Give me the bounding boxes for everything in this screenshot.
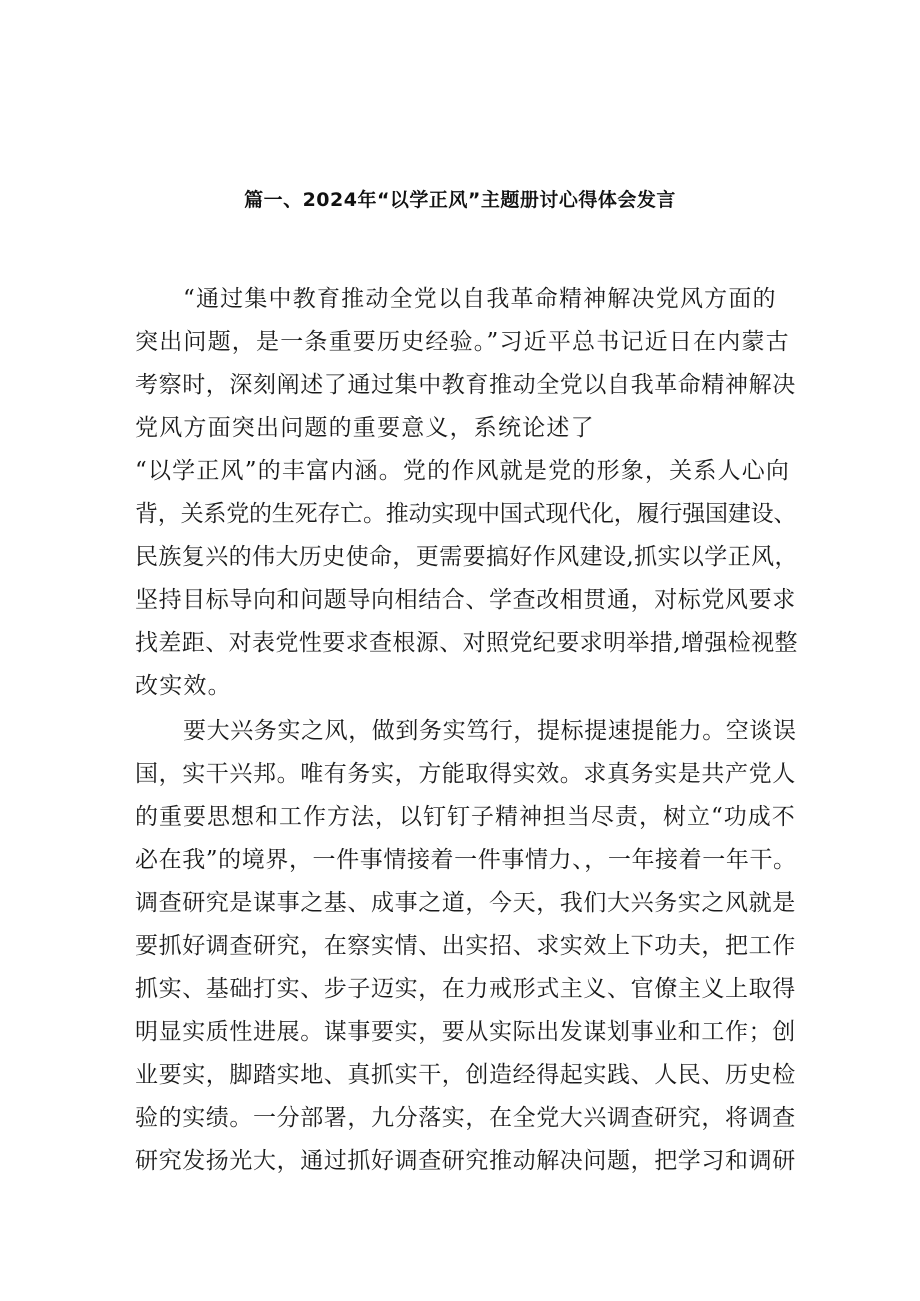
paragraph-1-line-8: 坚持目标导向和问题导向相结合、学查改相贯通，对标党风要求: [135, 587, 796, 613]
paragraph-1-line-9: 找差距、对表党性要求查根源、对照党纪要求明举措,增强检视整: [135, 630, 798, 656]
paragraph-2-line-5: 调查研究是谋事之基、成事之道，今天，我们大兴务实之风就是: [135, 890, 796, 916]
paragraph-2-line-2: 国，实干兴邦。唯有务实，方能取得实效。求真务实是共产党人: [135, 761, 796, 787]
document-title: 篇一、2024年“以学正风”主题册讨心得体会发言: [244, 189, 676, 211]
paragraph-2-line-11: 研究发扬光大，通过抓好调查研究推动解决问题，把学习和调研: [135, 1148, 796, 1174]
paragraph-1-line-1: “通过集中教育推动全党以自我革命精神解决党风方面的: [183, 286, 777, 312]
paragraph-2-line-9: 业要实，脚踏实地、真抓实干，创造经得起实践、人民、历史检: [135, 1062, 796, 1088]
paragraph-1-line-2: 突出问题，是一条重要历史经验。”习近平总书记近日在内蒙古: [135, 329, 790, 355]
paragraph-2-line-3: 的重要思想和工作方法，以钉钉子精神担当尽责，树立“功成不: [135, 804, 796, 830]
paragraph-1-line-6: 背，关系党的生死存亡。推动实现中国式现代化，履行强国建设、: [135, 501, 797, 527]
paragraph-1-line-10: 改实效。: [135, 673, 232, 699]
paragraph-2-line-1: 要大兴务实之风，做到务实笃行，提标提速提能力。空谈误: [183, 718, 797, 744]
paragraph-2-line-4: 必在我”的境界，一件事情接着一件事情力、，一年接着一年干。: [135, 847, 797, 873]
paragraph-1-line-3: 考察时，深刻阐述了通过集中教育推动全党以自我革命精神解决: [135, 372, 796, 398]
paragraph-1-line-7: 民族复兴的伟大历史使命，更需要搞好作风建设,抓实以学正风，: [135, 544, 798, 570]
paragraph-2-line-7: 抓实、基础打实、步子迈实，在力戒形式主义、官僚主义上取得: [135, 976, 796, 1002]
paragraph-2-line-10: 验的实绩。一分部署，九分落实，在全党大兴调查研究，将调查: [135, 1105, 796, 1131]
paragraph-2-line-8: 明显实质性进展。谋事要实，要从实际出发谋划事业和工作；创: [135, 1019, 796, 1045]
paragraph-1-line-4: 党风方面突出问题的重要意义，系统论述了: [135, 415, 595, 441]
paragraph-1-line-5: “以学正风”的丰富内涵。党的作风就是党的形象，关系人心向: [135, 458, 791, 484]
paragraph-2-line-6: 要抓好调查研究，在察实情、出实招、求实效上下功夫，把工作: [135, 933, 796, 959]
